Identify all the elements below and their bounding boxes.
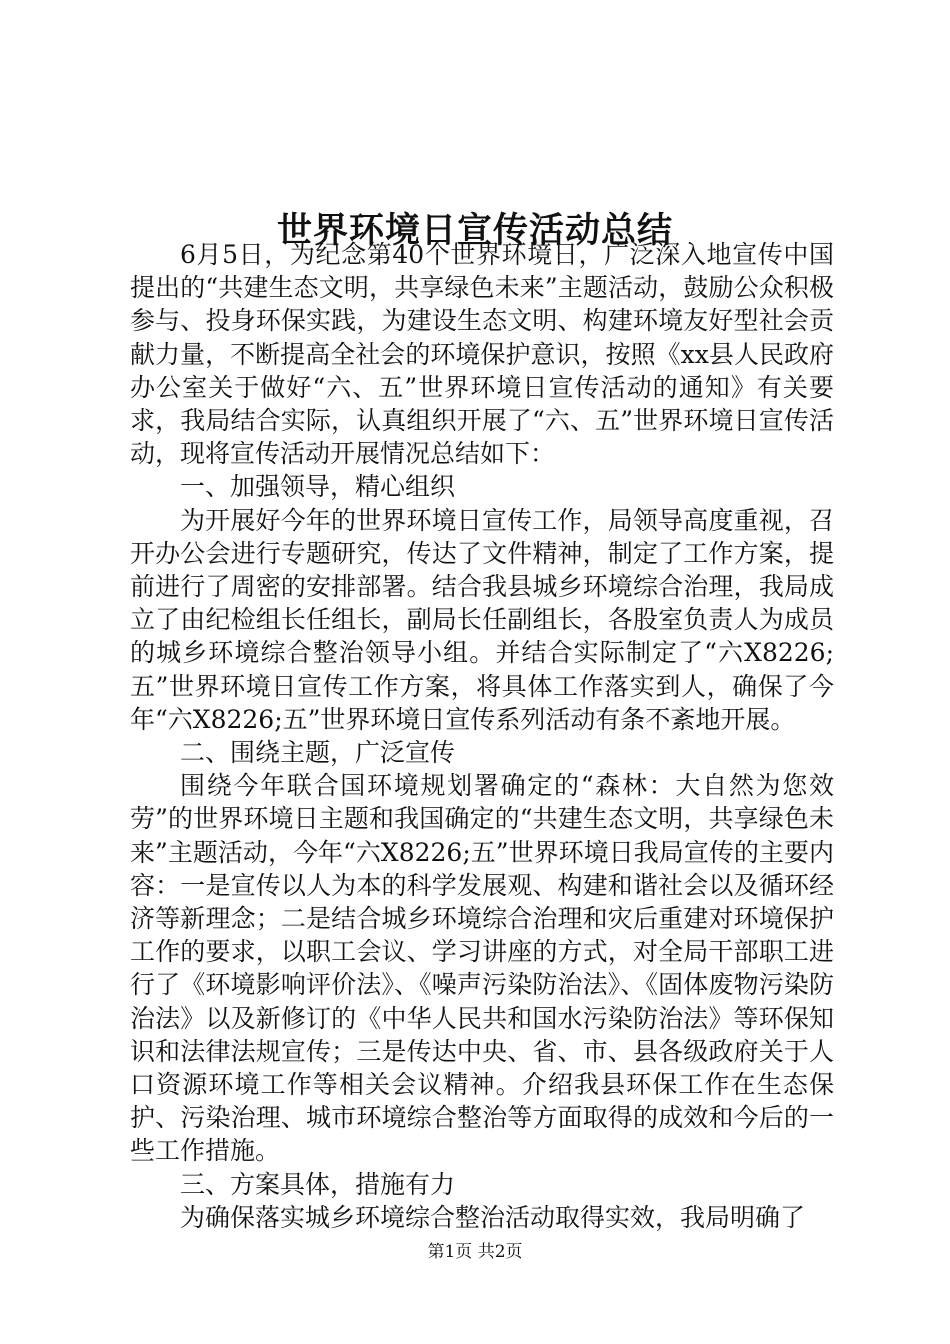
section-heading-3: 三、方案具体，措施有力	[180, 1169, 456, 1199]
section-heading-2: 二、围绕主题，广泛宣传	[180, 738, 456, 768]
document-title: 世界环境日宣传活动总结	[276, 210, 673, 252]
intro-paragraph: 6月5日，为纪念第40个世界环境日，广泛深入地宣传中国提出的“共建生态文明，共享绿色未来”主题活动，鼓励公众积极参与、投身环保实践，为建设生态文明、构建环境友好型社会贡献力量，不断提高全社会的环境保护意识，按照《xx县人民政府办公室关于做好“六、五”世界环境日宣传活动的通知》有关要求，我局结合实际，认真组织开展了“六、五”世界环境日宣传活动，现将宣传活动开展情况总结如下：	[130, 240, 834, 469]
page-footer: 第1页 共2页	[427, 1242, 523, 1262]
document-body	[130, 238, 834, 1234]
section-heading-1: 一、加强领导，精心组织	[180, 472, 456, 502]
section-2-paragraph: 围绕今年联合国环境规划署确定的“森林：大自然为您效劳”的世界环境日主题和我国确定的“共建生态文明，共享绿色未来”主题活动，今年“六X8226;五”世界环境日我局宣传的主要内容：一是宣传以人为本的科学发展观、构建和谐社会以及循环经济等新理念；二是结合城乡环境综合治理和灾后重建对环境保护工作的要求，以职工会议、学习讲座的方式，对全局干部职工进行了《环境影响评价法》、《噪声污染防治法》、《固体废物污染防治法》以及新修订的《中华人民共和国水污染防治法》等环保知识和法律法规宣传；三是传达中央、省、市、县各级政府关于人口资源环境工作等相关会议精神。介绍我县环保工作在生态保护、污染治理、城市环境综合整治等方面取得的成效和今后的一些工作措施。	[130, 771, 834, 1166]
section-3-paragraph: 为确保落实城乡环境综合整治活动取得实效，我局明确了	[180, 1202, 806, 1232]
section-1-paragraph: 为开展好今年的世界环境日宣传工作，局领导高度重视，召开办公会进行专题研究，传达了文件精神，制定了工作方案，提前进行了周密的安排部署。结合我县城乡环境综合治理，我局成立了由纪检组长任组长，副局长任副组长，各股室负责人为成员的城乡环境综合整治领导小组。并结合实际制定了“六X8226;五”世界环境日宣传工作方案，将具体工作落实到人，确保了今年“六X8226;五”世界环境日宣传系列活动有条不紊地开展。	[130, 505, 834, 734]
